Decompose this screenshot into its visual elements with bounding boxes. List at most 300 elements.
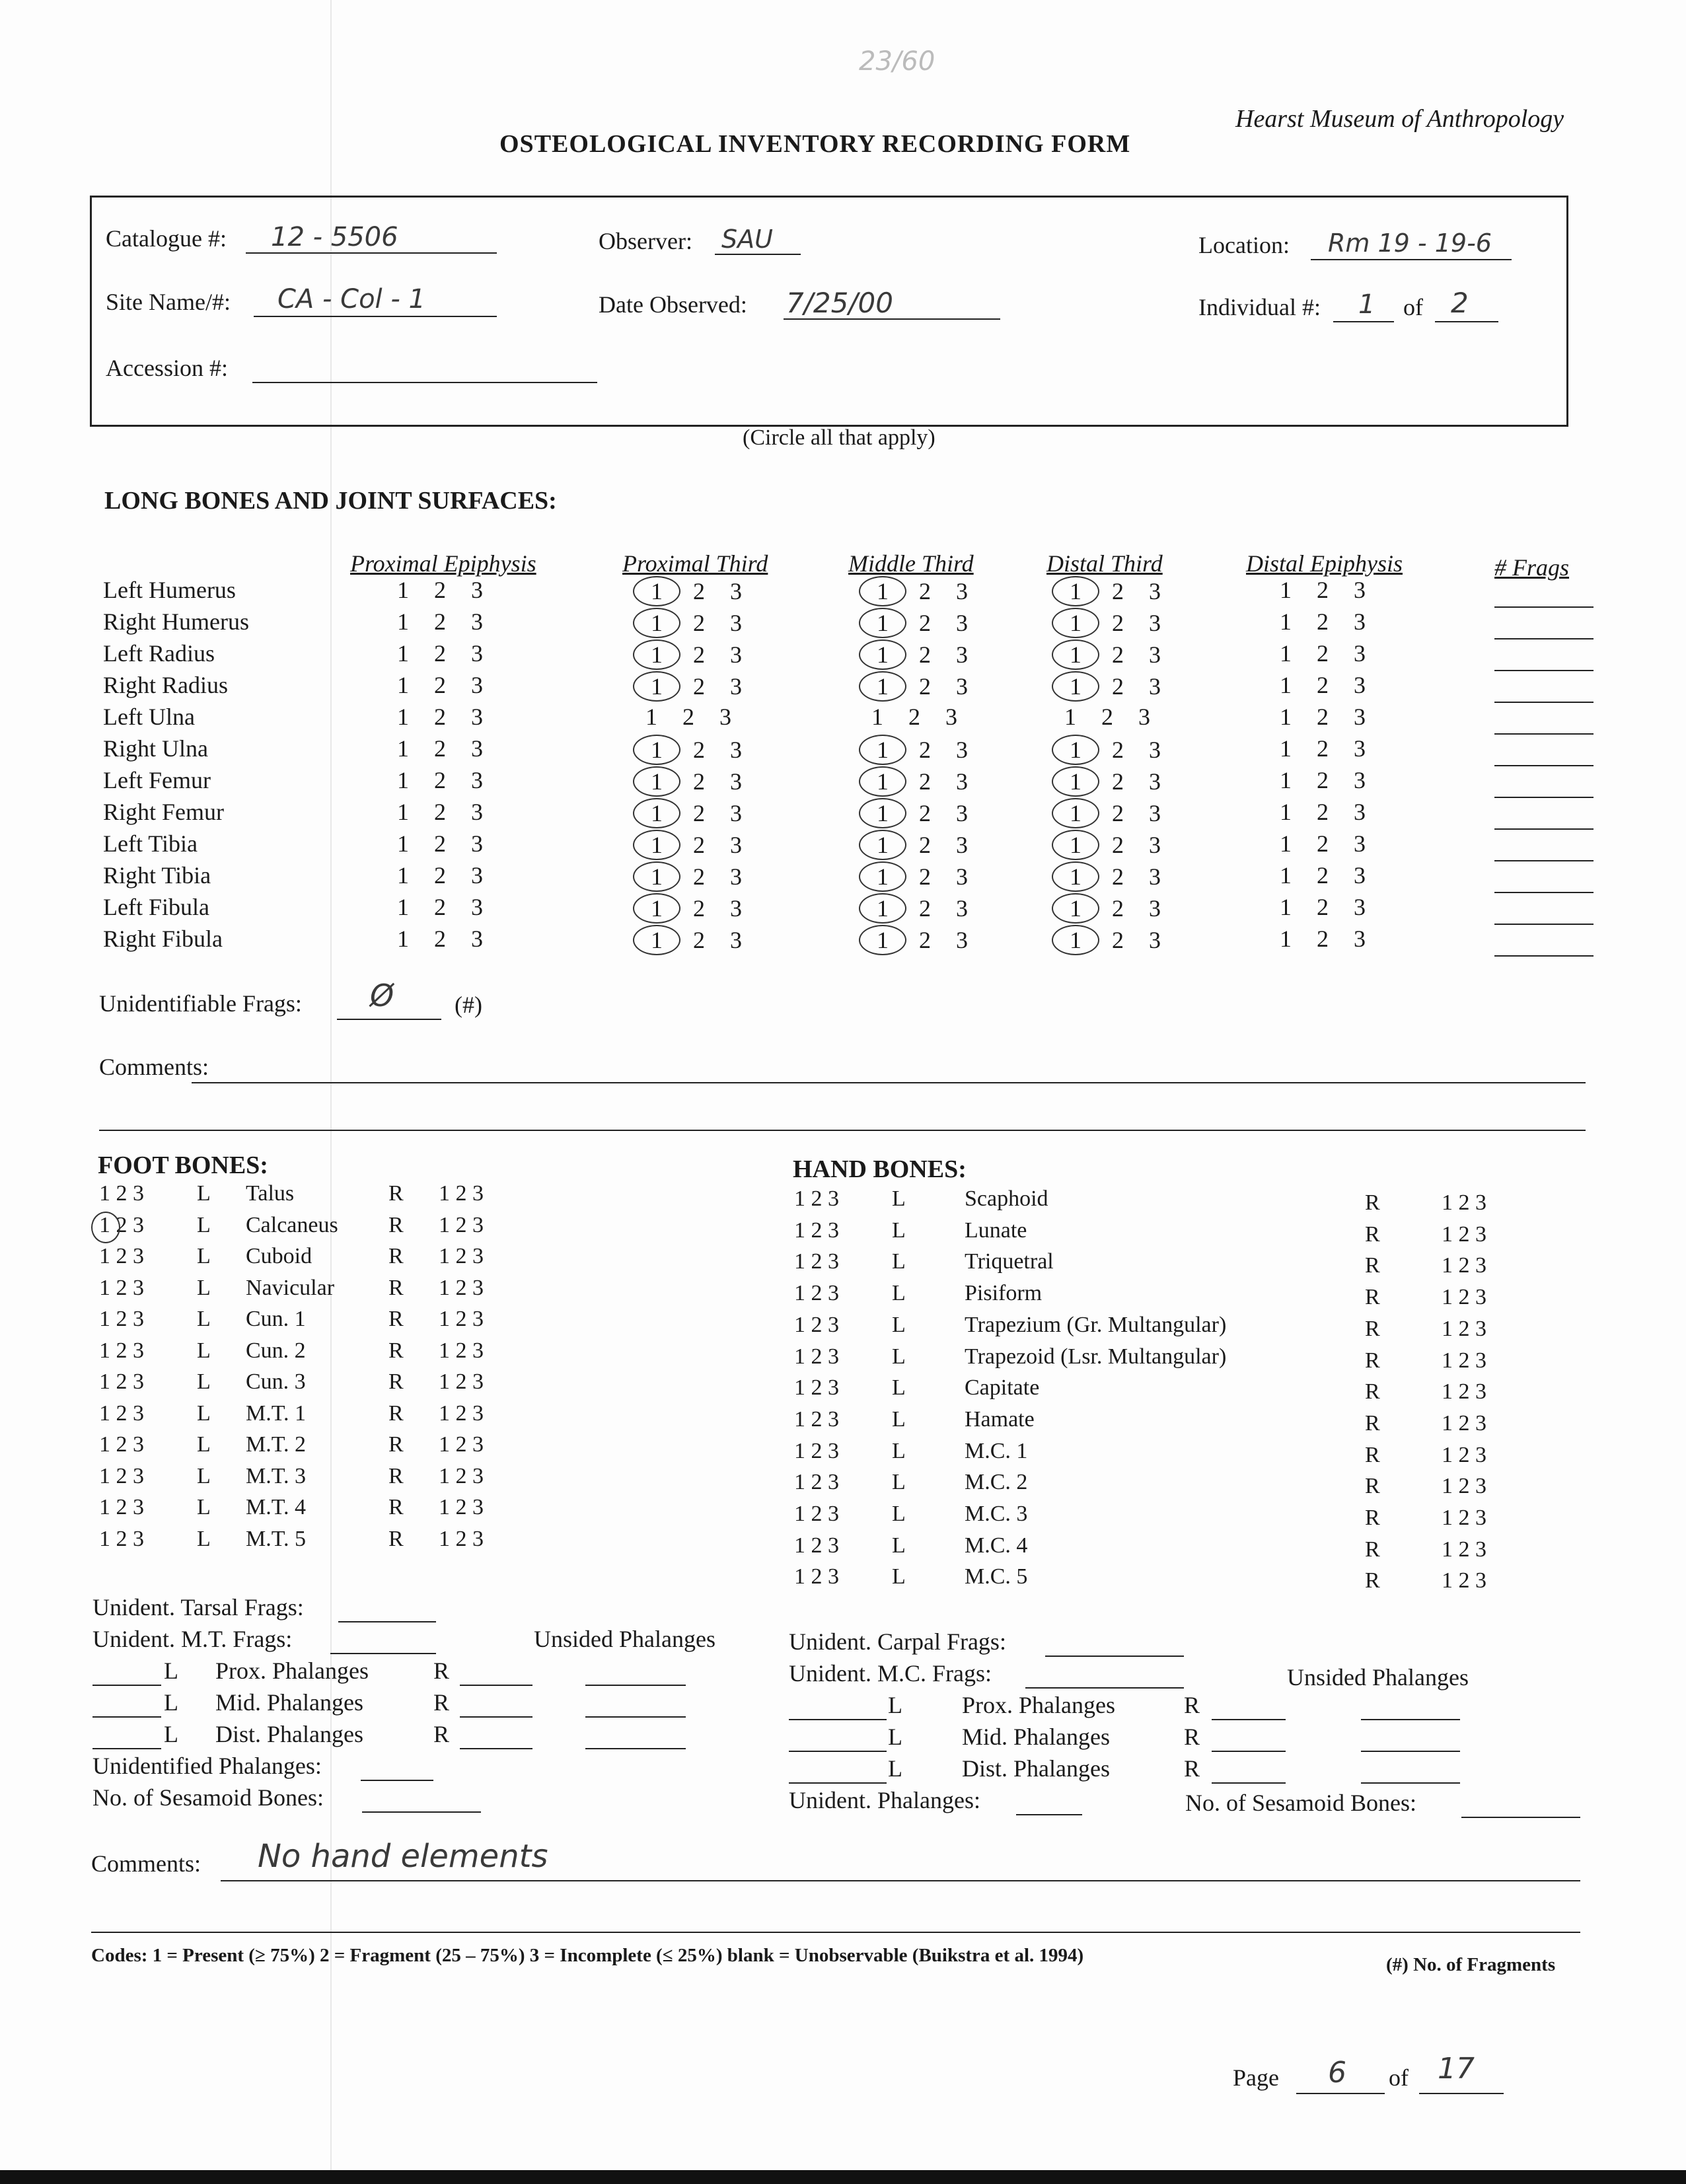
score-digit[interactable]: 3 [956,832,968,858]
score-digit[interactable]: 3 [471,862,483,889]
score-digit[interactable]: 2 [434,608,446,635]
hand-left-scores[interactable]: 1 2 3 [794,1281,839,1306]
score-digit[interactable]: 3 [1354,608,1366,635]
score-digit[interactable]: 2 [1112,578,1124,604]
score-digit[interactable]: 3 [471,672,483,698]
score-digit[interactable]: 3 [1354,704,1366,730]
score-digit[interactable]: 3 [471,577,483,603]
foot-right-scores[interactable]: 1 2 3 [439,1275,484,1300]
hand-left-scores[interactable]: 1 2 3 [794,1344,839,1369]
joint-score-options[interactable] [633,703,745,731]
score-digit[interactable]: 1 [1280,577,1292,603]
foot-right-scores[interactable]: 1 2 3 [439,1495,484,1519]
hand-right-scores[interactable]: 1 2 3 [1442,1506,1486,1530]
score-digit[interactable]: 1 [1280,830,1292,857]
hand-left-scores[interactable]: 1 2 3 [794,1502,839,1526]
score-digit[interactable]: 2 [1112,895,1124,922]
joint-score-options[interactable] [1267,671,1379,699]
score-digit[interactable]: 1 [397,926,409,952]
joint-score-options[interactable] [633,893,745,924]
hand-right-scores[interactable]: 1 2 3 [1442,1221,1486,1247]
foot-left-scores[interactable]: 1 2 3 [99,1244,144,1268]
foot-right-scores[interactable]: 1 2 3 [439,1307,484,1331]
score-digit[interactable]: 1 [1280,608,1292,635]
foot-left-scores[interactable]: 1 2 3 [99,1495,144,1519]
foot-right-scores[interactable]: 1 2 3 [439,1369,484,1394]
joint-score-options[interactable] [633,925,745,955]
circled-digit[interactable]: 1 [859,671,906,702]
score-digit[interactable]: 1 [397,862,409,889]
joint-score-options[interactable] [859,798,971,828]
score-digit[interactable]: 1 [397,640,409,667]
foot-left-scores[interactable]: 1 2 3 [99,1307,144,1331]
joint-score-options[interactable] [633,766,745,797]
score-digit[interactable]: 2 [693,578,705,604]
circled-digit[interactable]: 1 [633,576,680,606]
score-digit[interactable]: 2 [1101,704,1113,730]
frags-field[interactable] [1494,865,1594,893]
score-digit[interactable]: 1 [397,830,409,857]
left-phal-field[interactable] [789,1691,887,1720]
score-digit[interactable]: 3 [730,578,742,604]
hand-left-scores[interactable]: 1 2 3 [794,1249,839,1274]
score-digit[interactable]: 2 [693,895,705,922]
circled-digit[interactable]: 1 [633,861,680,892]
score-digit[interactable]: 2 [1112,927,1124,953]
right-phal-field[interactable] [460,1689,532,1718]
foot-right-scores[interactable]: 1 2 3 [439,1338,484,1363]
frags-field[interactable] [1494,770,1594,798]
score-digit[interactable]: 3 [1149,641,1161,668]
unsided-phal-field[interactable] [1361,1755,1460,1784]
score-digit[interactable]: 3 [1354,926,1366,952]
score-digit[interactable]: 2 [1112,610,1124,636]
score-digit[interactable]: 1 [1064,704,1076,730]
score-digit[interactable]: 3 [1354,672,1366,698]
score-digit[interactable]: 3 [1354,577,1366,603]
score-digit[interactable]: 3 [1149,800,1161,826]
circled-digit[interactable]: 1 [1052,893,1099,924]
circled-digit[interactable]: 1 [1052,735,1099,765]
score-digit[interactable]: 3 [1354,767,1366,793]
joint-score-options[interactable] [633,639,745,670]
score-digit[interactable]: 1 [1280,767,1292,793]
score-digit[interactable]: 3 [1354,735,1366,762]
joint-score-options[interactable] [1267,798,1379,826]
score-digit[interactable]: 2 [919,641,931,668]
joint-score-options[interactable] [859,830,971,860]
frags-field[interactable] [1494,897,1594,925]
hand-right-scores[interactable]: 1 2 3 [1442,1348,1486,1373]
score-digit[interactable]: 3 [956,673,968,700]
score-digit[interactable]: 2 [1317,894,1329,920]
joint-score-options[interactable] [1052,925,1164,955]
score-digit[interactable]: 2 [919,673,931,700]
score-digit[interactable]: 2 [434,767,446,793]
score-digit[interactable]: 2 [919,737,931,763]
foot-right-scores[interactable]: 1 2 3 [439,1244,484,1268]
right-phal-field[interactable] [1212,1723,1286,1752]
score-digit[interactable]: 1 [1280,862,1292,889]
score-digit[interactable]: 3 [1149,927,1161,953]
hand-right-scores[interactable]: 1 2 3 [1442,1253,1486,1278]
hand-unident-phal-field[interactable] [1016,1786,1082,1815]
score-digit[interactable]: 1 [397,672,409,698]
circled-digit[interactable]: 1 [1052,576,1099,606]
score-digit[interactable]: 2 [434,799,446,825]
score-digit[interactable]: 3 [471,640,483,667]
score-digit[interactable]: 1 [397,767,409,793]
foot-left-scores[interactable]: 1 2 3 [99,1401,144,1426]
joint-score-options[interactable] [859,608,971,638]
score-digit[interactable]: 2 [434,862,446,889]
score-digit[interactable]: 2 [1112,863,1124,890]
circled-digit[interactable]: 1 [1052,925,1099,955]
joint-score-options[interactable] [1052,830,1164,860]
score-digit[interactable]: 2 [919,927,931,953]
score-digit[interactable]: 3 [1149,863,1161,890]
joint-score-options[interactable] [385,861,497,889]
score-digit[interactable]: 3 [1149,737,1161,763]
joint-score-options[interactable] [859,861,971,892]
score-digit[interactable]: 2 [919,863,931,890]
score-digit[interactable]: 2 [434,577,446,603]
frags-field[interactable] [1494,612,1594,639]
joint-score-options[interactable] [1052,671,1164,702]
hand-left-scores[interactable]: 1 2 3 [794,1186,839,1211]
hand-right-scores[interactable]: 1 2 3 [1442,1442,1486,1467]
score-digit[interactable]: 2 [1112,768,1124,795]
comments-field-2b[interactable] [91,1901,1580,1933]
score-digit[interactable]: 3 [730,832,742,858]
circled-digit[interactable]: 1 [859,608,906,638]
score-digit[interactable]: 3 [719,704,731,730]
score-digit[interactable]: 1 [397,577,409,603]
joint-score-options[interactable] [1267,735,1379,762]
circled-digit[interactable]: 1 [859,861,906,892]
circled-digit[interactable]: 1 [859,925,906,955]
score-digit[interactable]: 3 [471,926,483,952]
score-digit[interactable]: 3 [956,895,968,922]
foot-right-scores[interactable]: 1 2 3 [439,1526,484,1551]
foot-right-scores[interactable]: 1 2 3 [439,1401,484,1426]
score-digit[interactable]: 2 [1112,800,1124,826]
score-digit[interactable]: 2 [693,832,705,858]
score-digit[interactable]: 3 [730,863,742,890]
foot-unident-phal-field[interactable] [361,1752,433,1781]
score-digit[interactable]: 3 [471,608,483,635]
foot-right-scores[interactable]: 1 2 3 [439,1463,484,1488]
comments-field-1[interactable] [192,1053,1586,1083]
score-digit[interactable]: 3 [956,768,968,795]
score-digit[interactable]: 2 [693,673,705,700]
frags-field[interactable] [1494,739,1594,766]
joint-score-options[interactable] [1052,798,1164,828]
score-digit[interactable]: 1 [397,704,409,730]
circled-digit[interactable]: 1 [1052,766,1099,797]
joint-score-options[interactable] [1052,639,1164,670]
frags-field[interactable] [1494,580,1594,608]
joint-score-options[interactable] [1267,861,1379,889]
joint-score-options[interactable] [385,798,497,826]
joint-score-options[interactable] [385,608,497,636]
score-digit[interactable]: 2 [919,895,931,922]
score-digit[interactable]: 2 [434,830,446,857]
joint-score-options[interactable] [385,735,497,762]
score-digit[interactable]: 1 [1280,894,1292,920]
circled-digit[interactable]: 1 [1052,639,1099,670]
score-digit[interactable]: 3 [471,799,483,825]
score-digit[interactable]: 2 [693,927,705,953]
score-digit[interactable]: 3 [956,641,968,668]
score-digit[interactable]: 2 [919,578,931,604]
left-phal-field[interactable] [92,1689,161,1718]
hand-left-scores[interactable]: 1 2 3 [794,1470,839,1495]
joint-score-options[interactable] [859,703,971,731]
score-digit[interactable]: 2 [919,800,931,826]
joint-score-options[interactable] [1052,893,1164,924]
foot-right-scores[interactable]: 1 2 3 [439,1432,484,1457]
joint-score-options[interactable] [633,735,745,765]
unsided-phal-field[interactable] [1361,1691,1460,1720]
left-phal-field[interactable] [789,1723,887,1752]
score-digit[interactable]: 3 [1149,610,1161,636]
joint-score-options[interactable] [859,576,971,606]
joint-score-options[interactable] [385,830,497,857]
score-digit[interactable]: 2 [693,800,705,826]
score-digit[interactable]: 2 [919,610,931,636]
foot-sesamoid-field[interactable] [362,1784,481,1813]
score-digit[interactable]: 2 [693,641,705,668]
score-digit[interactable]: 2 [919,832,931,858]
score-digit[interactable]: 3 [956,610,968,636]
score-digit[interactable]: 3 [471,894,483,920]
hand-right-scores[interactable]: 1 2 3 [1442,1474,1486,1499]
joint-score-options[interactable] [385,671,497,699]
score-digit[interactable]: 2 [1317,830,1329,857]
comments-field-1b[interactable] [99,1101,1586,1131]
score-digit[interactable]: 3 [1149,832,1161,858]
score-digit[interactable]: 1 [1280,799,1292,825]
score-digit[interactable]: 3 [730,768,742,795]
score-digit[interactable]: 3 [471,767,483,793]
hand-left-scores[interactable]: 1 2 3 [794,1533,839,1558]
circled-digit[interactable]: 1 [633,766,680,797]
score-digit[interactable]: 2 [1317,735,1329,762]
score-digit[interactable]: 3 [1149,673,1161,700]
score-digit[interactable]: 2 [693,768,705,795]
joint-score-options[interactable] [385,576,497,604]
circled-digit[interactable]: 1 [859,830,906,860]
circled-digit[interactable]: 1 [633,830,680,860]
score-digit[interactable]: 2 [434,672,446,698]
joint-score-options[interactable] [859,766,971,797]
score-digit[interactable]: 1 [397,894,409,920]
foot-left-scores[interactable]: 1 2 3 [99,1526,144,1551]
score-digit[interactable]: 2 [1317,608,1329,635]
joint-score-options[interactable] [385,639,497,667]
unsided-phal-field[interactable] [585,1720,686,1749]
score-digit[interactable]: 2 [1317,640,1329,667]
score-digit[interactable]: 3 [730,641,742,668]
circled-digit[interactable]: 1 [633,798,680,828]
score-digit[interactable]: 1 [397,608,409,635]
joint-score-options[interactable] [1052,735,1164,765]
circled-digit[interactable]: 1 [1052,671,1099,702]
score-digit[interactable]: 3 [471,830,483,857]
circled-digit[interactable]: 1 [1052,798,1099,828]
mc-frags-field[interactable] [1025,1659,1184,1689]
foot-left-scores[interactable]: 1 2 3 [99,1432,144,1457]
foot-right-scores[interactable]: 1 2 3 [439,1212,484,1237]
score-digit[interactable]: 1 [871,704,883,730]
frags-field[interactable] [1494,707,1594,735]
joint-score-options[interactable] [385,703,497,731]
score-digit[interactable]: 3 [1354,799,1366,825]
circled-digit[interactable]: 1 [633,735,680,765]
joint-score-options[interactable] [1267,576,1379,604]
circled-digit[interactable]: 1 [859,639,906,670]
carpal-frags-field[interactable] [1045,1628,1184,1657]
frags-field[interactable] [1494,643,1594,671]
accession-field[interactable] [252,354,597,383]
joint-score-options[interactable] [1052,703,1164,731]
circled-digit[interactable]: 1 [859,798,906,828]
score-digit[interactable]: 2 [908,704,920,730]
frags-field[interactable] [1494,802,1594,830]
hand-right-scores[interactable]: 1 2 3 [1442,1537,1486,1562]
joint-score-options[interactable] [1052,861,1164,892]
score-digit[interactable]: 2 [693,610,705,636]
joint-score-options[interactable] [859,893,971,924]
right-phal-field[interactable] [460,1720,532,1749]
score-digit[interactable]: 3 [730,927,742,953]
score-digit[interactable]: 1 [645,704,657,730]
joint-score-options[interactable] [1267,766,1379,794]
left-phal-field[interactable] [92,1720,161,1749]
joint-score-options[interactable] [633,576,745,606]
hand-left-scores[interactable]: 1 2 3 [794,1375,839,1401]
foot-left-scores[interactable]: 1 2 3 [99,1275,144,1300]
score-digit[interactable]: 3 [1354,894,1366,920]
frags-field[interactable] [1494,834,1594,861]
hand-left-scores[interactable]: 1 2 3 [794,1564,839,1589]
score-digit[interactable]: 2 [434,894,446,920]
circled-digit[interactable]: 1 [1052,861,1099,892]
score-digit[interactable]: 3 [1149,578,1161,604]
right-phal-field[interactable] [1212,1691,1286,1720]
circled-digit[interactable]: 1 [859,893,906,924]
foot-right-scores[interactable]: 1 2 3 [439,1181,484,1206]
hand-sesamoid-field[interactable] [1461,1789,1580,1818]
joint-score-options[interactable] [1052,576,1164,606]
joint-score-options[interactable] [385,893,497,921]
score-digit[interactable]: 2 [434,704,446,730]
score-digit[interactable]: 1 [1280,704,1292,730]
joint-score-options[interactable] [1052,766,1164,797]
score-digit[interactable]: 3 [1354,830,1366,857]
score-digit[interactable]: 2 [1317,704,1329,730]
circled-digit[interactable]: 1 [859,735,906,765]
score-digit[interactable]: 2 [682,704,694,730]
joint-score-options[interactable] [633,608,745,638]
joint-score-options[interactable] [1267,830,1379,857]
foot-left-scores[interactable]: 1 2 3 [99,1181,144,1206]
score-digit[interactable]: 3 [471,704,483,730]
circled-digit[interactable]: 1 [633,893,680,924]
score-digit[interactable]: 2 [1112,832,1124,858]
right-phal-field[interactable] [460,1657,532,1686]
hand-left-scores[interactable]: 1 2 3 [794,1312,839,1337]
score-digit[interactable]: 2 [434,640,446,667]
joint-score-options[interactable] [385,925,497,953]
unsided-phal-field[interactable] [1361,1723,1460,1752]
score-digit[interactable]: 3 [1354,640,1366,667]
score-digit[interactable]: 3 [956,800,968,826]
joint-score-options[interactable] [1267,703,1379,731]
score-digit[interactable]: 3 [730,610,742,636]
joint-score-options[interactable] [633,861,745,892]
joint-score-options[interactable] [1267,608,1379,636]
score-digit[interactable]: 3 [471,735,483,762]
joint-score-options[interactable] [1267,639,1379,667]
unsided-phal-field[interactable] [585,1689,686,1718]
joint-score-options[interactable] [1052,608,1164,638]
unsided-phal-field[interactable] [585,1657,686,1686]
score-digit[interactable]: 2 [919,768,931,795]
score-digit[interactable]: 2 [1317,672,1329,698]
score-digit[interactable]: 3 [730,737,742,763]
score-digit[interactable]: 1 [397,799,409,825]
score-digit[interactable]: 2 [1317,577,1329,603]
score-digit[interactable]: 2 [1317,767,1329,793]
joint-score-options[interactable] [859,671,971,702]
joint-score-options[interactable] [859,639,971,670]
score-digit[interactable]: 2 [1317,799,1329,825]
score-digit[interactable]: 3 [1354,862,1366,889]
joint-score-options[interactable] [633,798,745,828]
score-digit[interactable]: 1 [1280,926,1292,952]
circled-digit[interactable]: 1 [1052,830,1099,860]
score-digit[interactable]: 3 [956,863,968,890]
joint-score-options[interactable] [859,735,971,765]
score-digit[interactable]: 3 [945,704,957,730]
score-digit[interactable]: 1 [1280,672,1292,698]
circled-digit[interactable]: 1 [859,766,906,797]
score-digit[interactable]: 3 [956,737,968,763]
score-digit[interactable]: 2 [434,735,446,762]
left-phal-field[interactable] [789,1755,887,1784]
foot-left-scores[interactable]: 1 2 3 [99,1463,144,1488]
circled-digit[interactable]: 1 [859,576,906,606]
frags-field[interactable] [1494,929,1594,957]
foot-left-scores[interactable]: 1 2 3 [99,1212,144,1237]
score-digit[interactable]: 3 [1149,768,1161,795]
hand-right-scores[interactable]: 1 2 3 [1442,1568,1486,1593]
score-digit[interactable]: 3 [956,927,968,953]
right-phal-field[interactable] [1212,1755,1286,1784]
score-digit[interactable]: 2 [1112,737,1124,763]
hand-right-scores[interactable]: 1 2 3 [1442,1190,1486,1215]
circled-digit[interactable]: 1 [633,608,680,638]
hand-right-scores[interactable]: 1 2 3 [1442,1410,1486,1436]
mt-frags-field[interactable] [330,1625,436,1654]
score-digit[interactable]: 3 [730,673,742,700]
hand-right-scores[interactable]: 1 2 3 [1442,1285,1486,1310]
circled-digit[interactable]: 1 [1052,608,1099,638]
frags-field[interactable] [1494,675,1594,703]
score-digit[interactable]: 2 [1112,641,1124,668]
